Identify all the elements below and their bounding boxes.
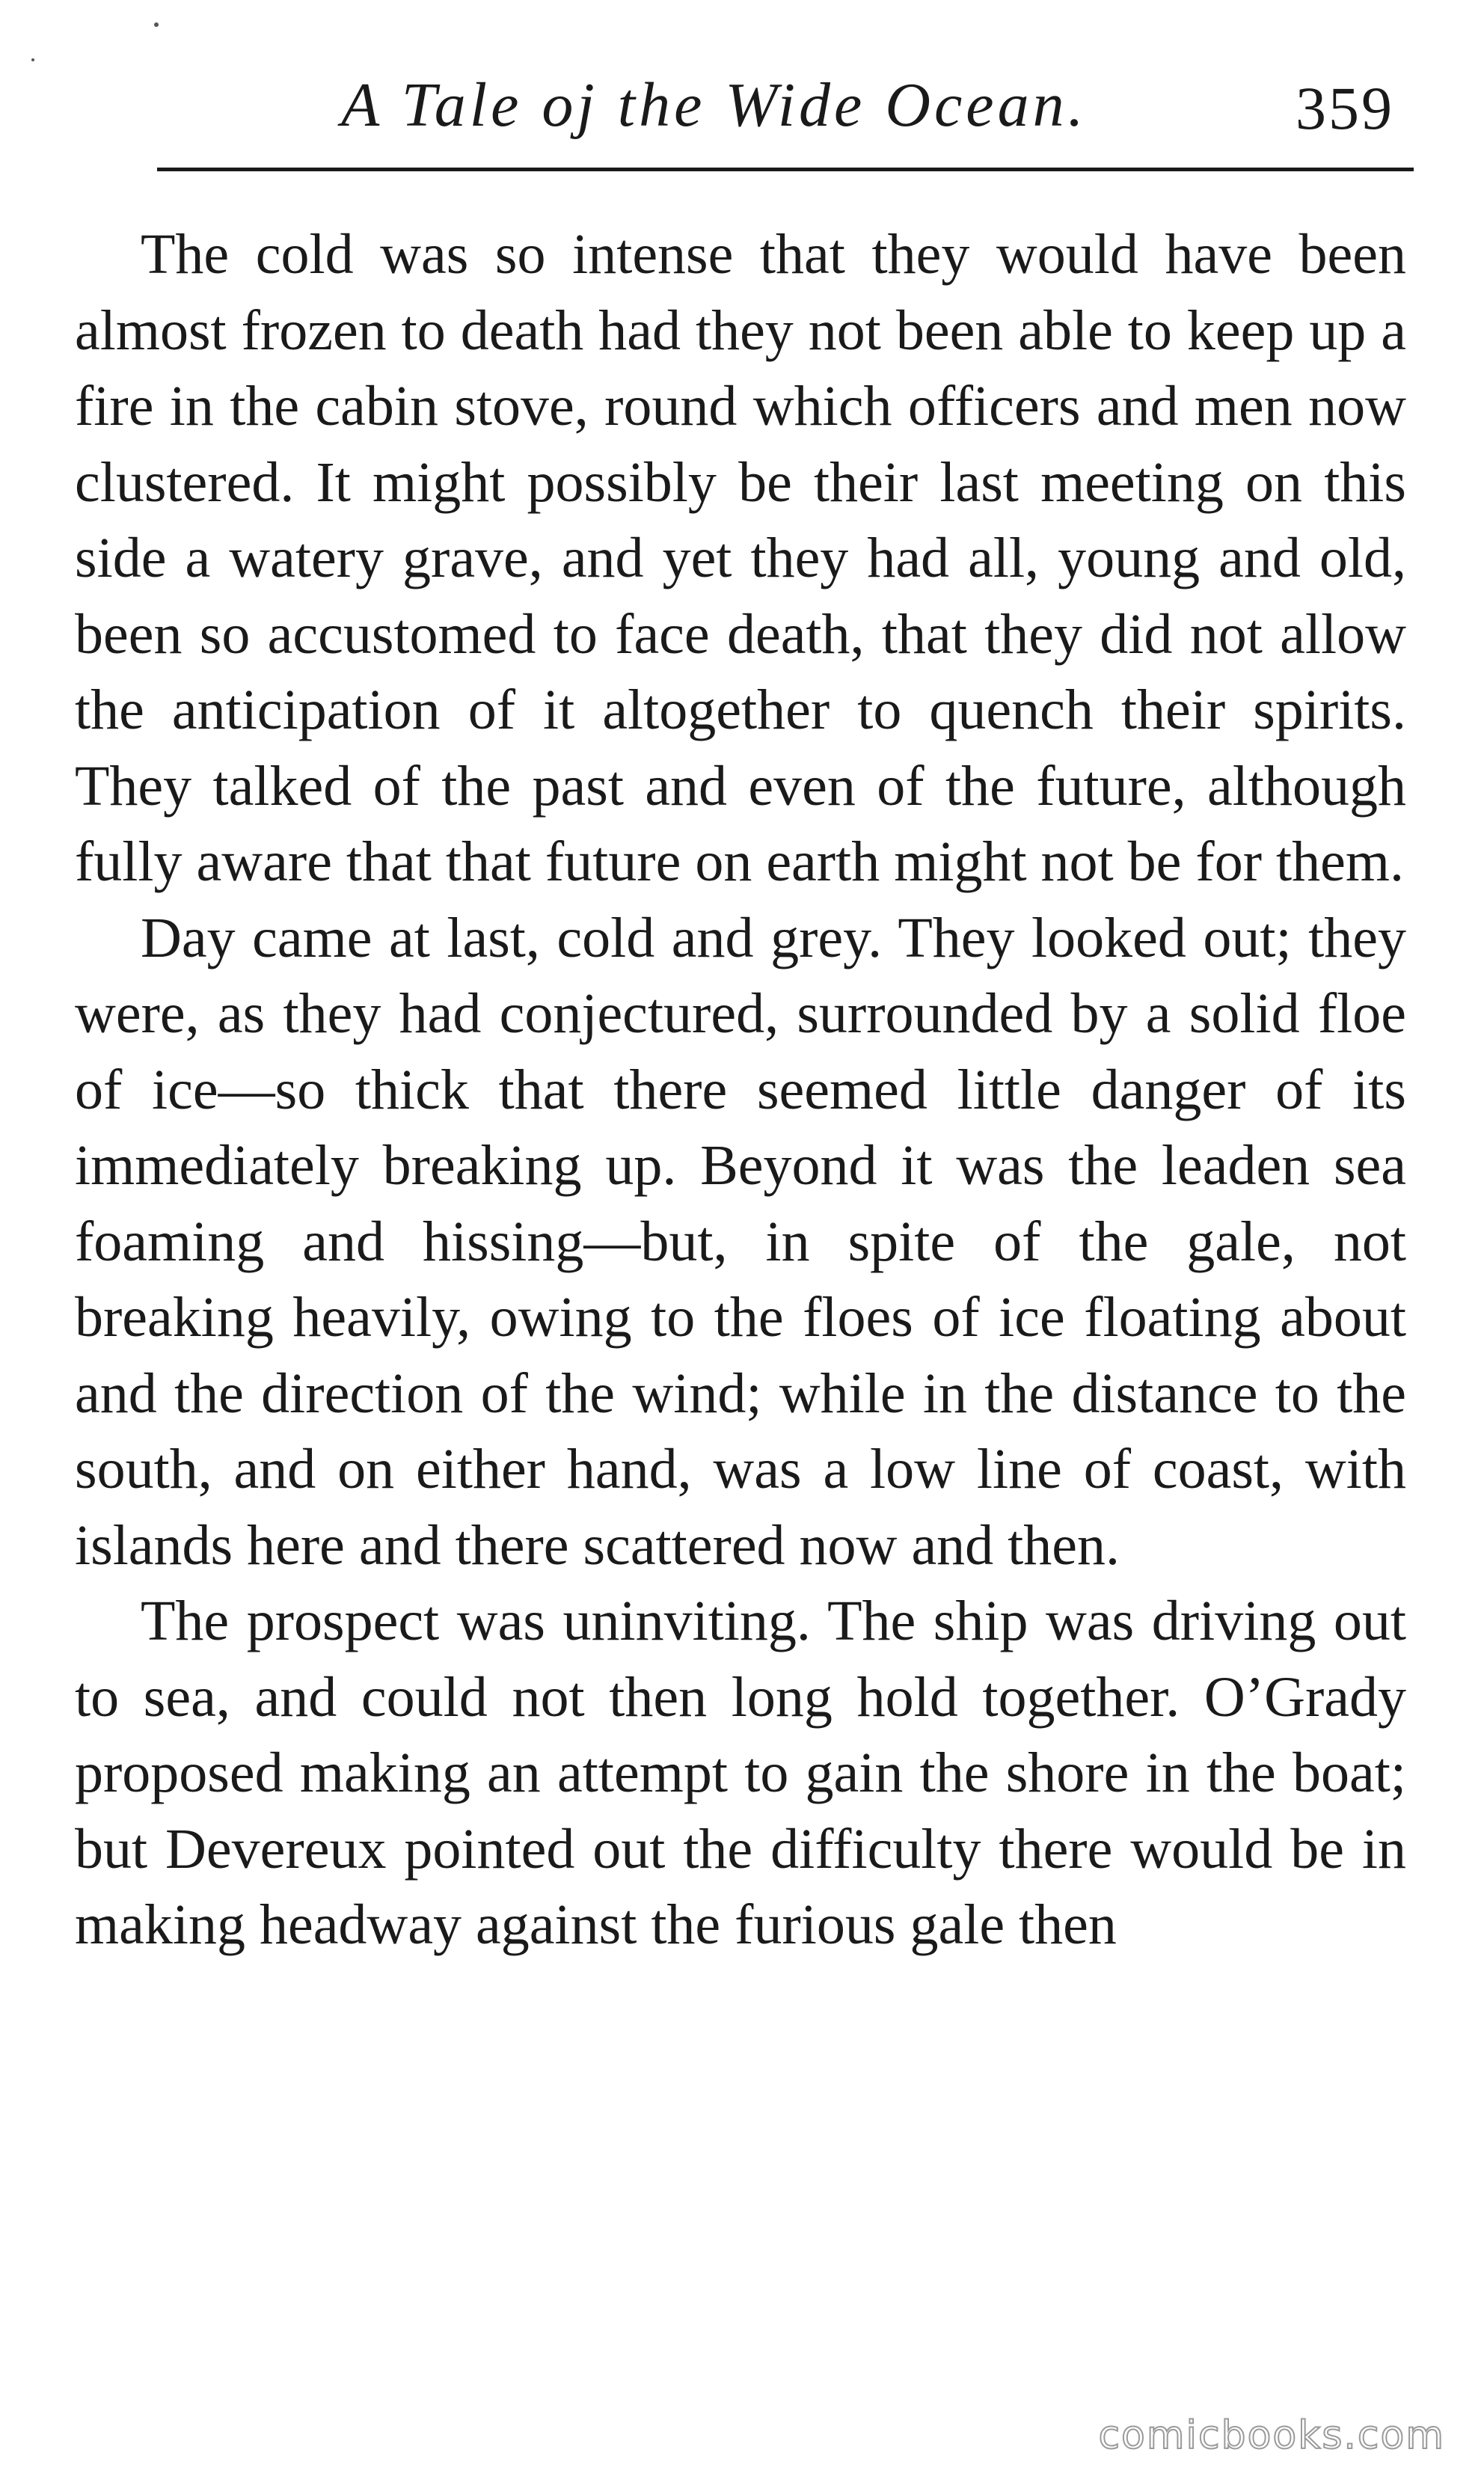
paper-speck [154, 22, 159, 27]
header-rule [157, 168, 1414, 171]
running-title: A Tale oj the Wide Ocean. [341, 70, 1088, 140]
running-head [0, 57, 1484, 142]
body-text [75, 217, 1406, 1964]
paragraph: The prospect was uninviting. The ship was driving out to sea, and could not then long hold together. O’Grady proposed making an attempt to gain the shore in the boat; but Devereux pointed out the difficulty there would be in making headway against the furious gale then [75, 1590, 1406, 1956]
paragraph: Day came at last, cold and grey. They looked out; they were, as they had conjectured, surrounded by a solid floe of ice—so thick that there seemed little danger of its immediately breaking up. Beyond it was the leaden sea foaming and hissing—but, in spite of the gale, not breaking heavily, owing to the floes of ice floating about and the direction of the wind; while in the distance to the south, and on either hand, was a low line of coast, with islands here and there scattered now and then. [75, 906, 1406, 1577]
page-number: 359 [1296, 74, 1394, 142]
source-watermark: comicbooks.com [1098, 2413, 1445, 2458]
paragraph: The cold was so intense that they would have been almost frozen to death had they not been able to keep up a fire in the cabin stove, round which officers and men now clustered. It might possibly be their last meeting on this side a watery grave, and yet they had all, young and old, been so accustomed to face death, that they did not allow the anticipation of it altogether to quench their spirits. They talked of the past and even of the future, although fully aware that that future on earth might not be for them. [75, 223, 1406, 893]
